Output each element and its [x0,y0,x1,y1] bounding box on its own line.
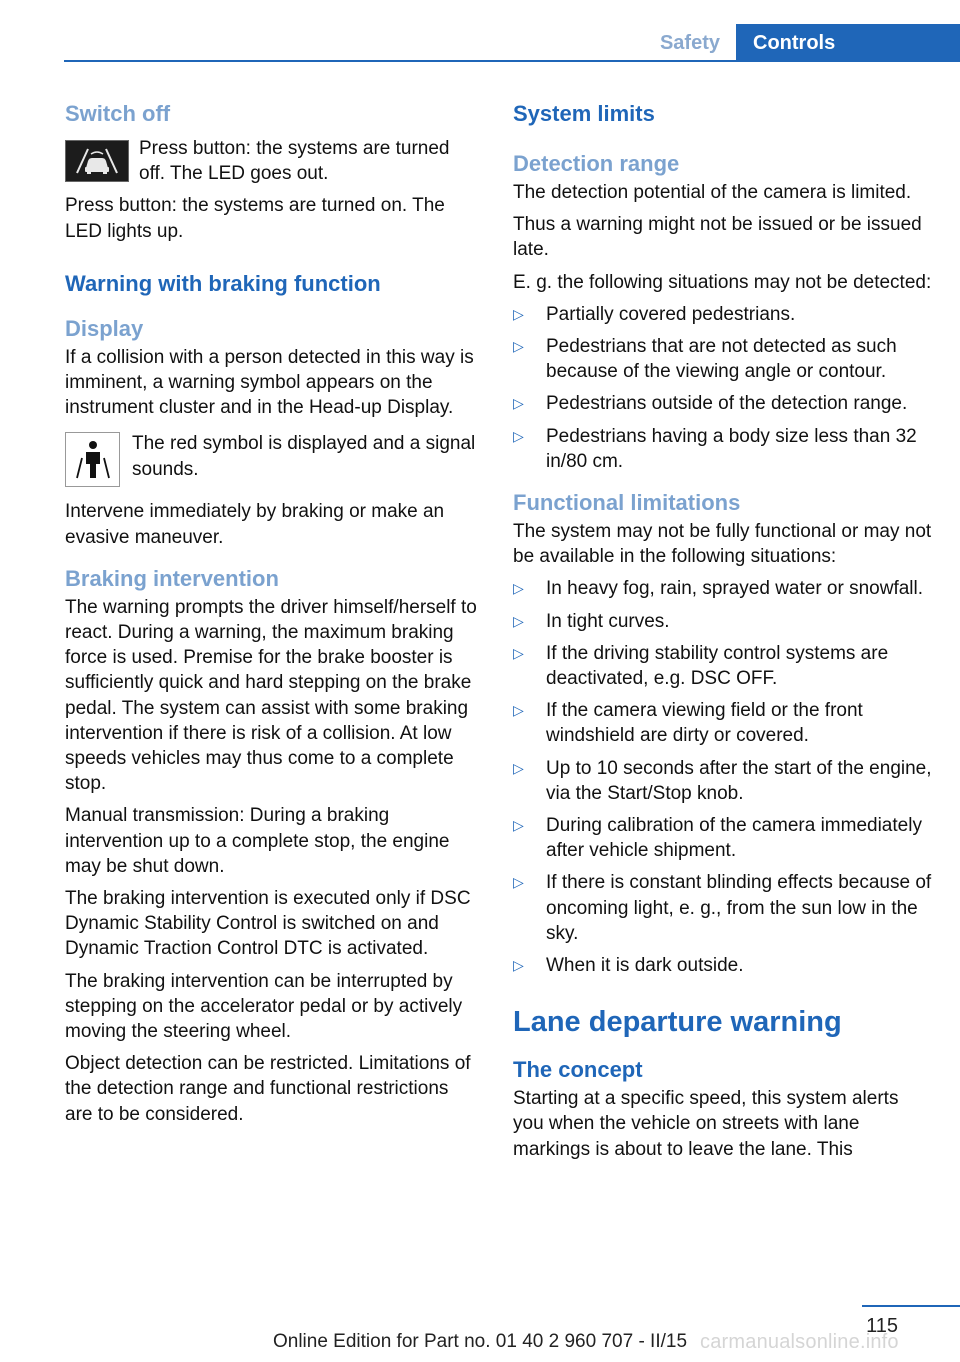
list-item: ▷ Partially covered pedestrians. [513,302,933,327]
page-number: 115 [866,1315,898,1337]
list-item: ▷ When it is dark outside. [513,953,933,978]
detection-range-heading: Detection range [513,151,680,176]
list-item: ▷ Pedestrians having a body size less than 32 in/80 cm. [513,425,917,472]
triangle-bullet-icon: ▷ [513,759,524,776]
list-item: ▷ Pedestrians outside of the detection range. [513,391,933,416]
concept-heading: The concept [513,1057,643,1083]
triangle-bullet-icon: ▷ [513,817,524,834]
triangle-bullet-icon: ▷ [513,612,524,629]
detection-paragraph-2: Thus a warning might not be issued or be issued late. [513,214,922,261]
pedestrian-symbol-row [65,431,479,487]
list-item: ▷ In tight curves. [513,609,933,634]
pedestrian-warning-icon [65,432,120,487]
display-heading: Display [65,315,144,341]
watermark-text: carmanualsonline.info [700,1331,899,1353]
list-item: ▷ During calibration of the camera immediately after vehicle shipment. [513,815,922,862]
symbol-text: The red symbol is displayed and a signal sounds. [132,433,476,480]
header-tab-controls[interactable]: Controls [736,24,960,62]
right-column [513,100,933,1169]
header-tab-safety[interactable]: Safety [659,32,720,54]
intervene-text: Intervene immediately by braking or make an evasive maneuver. [65,501,445,548]
system-limits-heading: System limits [513,101,655,126]
concept-text: Starting at a specific speed, this system alerts you when the vehicle on streets with lane markings is about to leave the lane. This [513,1088,899,1160]
functional-limitations-heading: Functional limitations [513,490,741,516]
switch-on-text: Press button: the systems are turned on. The LED lights up. [65,195,445,242]
braking-paragraph-4: The braking intervention can be interrupted by stepping on the accelerator pedal or by actively moving the steering wheel. [65,970,463,1043]
triangle-bullet-icon: ▷ [513,427,524,444]
triangle-bullet-icon: ▷ [513,338,524,355]
triangle-bullet-icon: ▷ [513,702,524,719]
triangle-bullet-icon: ▷ [513,305,524,322]
switch-off-icon-text: Press button: the systems are turned off. The LED goes out. [139,138,450,185]
braking-intervention-heading: Braking intervention [65,565,279,591]
braking-paragraph-3: The braking intervention is executed only if DSC Dynamic Stability Control is switched on and Dynamic Traction Control DTC is activated. [65,888,471,960]
detection-paragraph-1: The detection potential of the camera is limited. [513,182,912,203]
braking-paragraph-5: Object detection can be restricted. Limitations of the detection range and functional restrictions are to be considered. [65,1053,471,1125]
list-item: ▷ If the driving stability control systems are deactivated, e.g. DSC OFF. [513,642,889,690]
triangle-bullet-icon: ▷ [513,580,524,597]
warning-braking-heading: Warning with braking function [65,270,381,296]
display-text: If a collision with a person detected in this way is imminent, a warning symbol appears on the instrument cluster and in the Head-up Display. [65,346,474,419]
footer-rule [862,1305,960,1307]
list-item: ▷ If the camera viewing field or the front windshield are dirty or covered. [513,700,863,747]
functional-paragraph-1: The system may not be fully functional or may not be available in the following situations: [513,521,932,568]
braking-paragraph-1: The warning prompts the driver himself/herself to react. During a warning, the maximum braking force is used. Premise for the brake booster is sufficiently quick and hard stepping on the brake pedal. The system can assist with some braking intervention if there is risk of a collision. At low speeds vehicles may thus come to a complete stop. [65,596,477,795]
edition-text: Online Edition for Part no. 01 40 2 960 707 - II/15 [272,1331,688,1352]
triangle-bullet-icon: ▷ [513,644,524,661]
list-item: ▷ In heavy fog, rain, sprayed water or snowfall. [513,576,933,601]
list-item: ▷ Pedestrians that are not detected as such because of the viewing angle or contour. [513,336,897,383]
triangle-bullet-icon: ▷ [513,957,524,974]
detection-paragraph-3: E. g. the following situations may not be detected: [513,271,932,293]
triangle-bullet-icon: ▷ [513,874,524,891]
switch-off-heading: Switch off [65,101,171,126]
list-item: ▷ Up to 10 seconds after the start of the engine, via the Start/Stop knob. [513,757,932,804]
braking-paragraph-2: Manual transmission: During a braking intervention up to a complete stop, the engine may be shut down. [65,805,450,877]
header-rule [64,60,960,62]
list-item: ▷ If there is constant blinding effects because of oncoming light, e. g., from the sun low in the sky. [513,872,932,944]
collision-warning-button-icon [65,140,129,182]
detection-list [513,302,933,474]
switch-off-row [65,136,479,186]
triangle-bullet-icon: ▷ [513,395,524,412]
functional-list [513,576,933,978]
lane-departure-heading: Lane departure warning [513,1006,842,1039]
left-column [65,100,479,1134]
